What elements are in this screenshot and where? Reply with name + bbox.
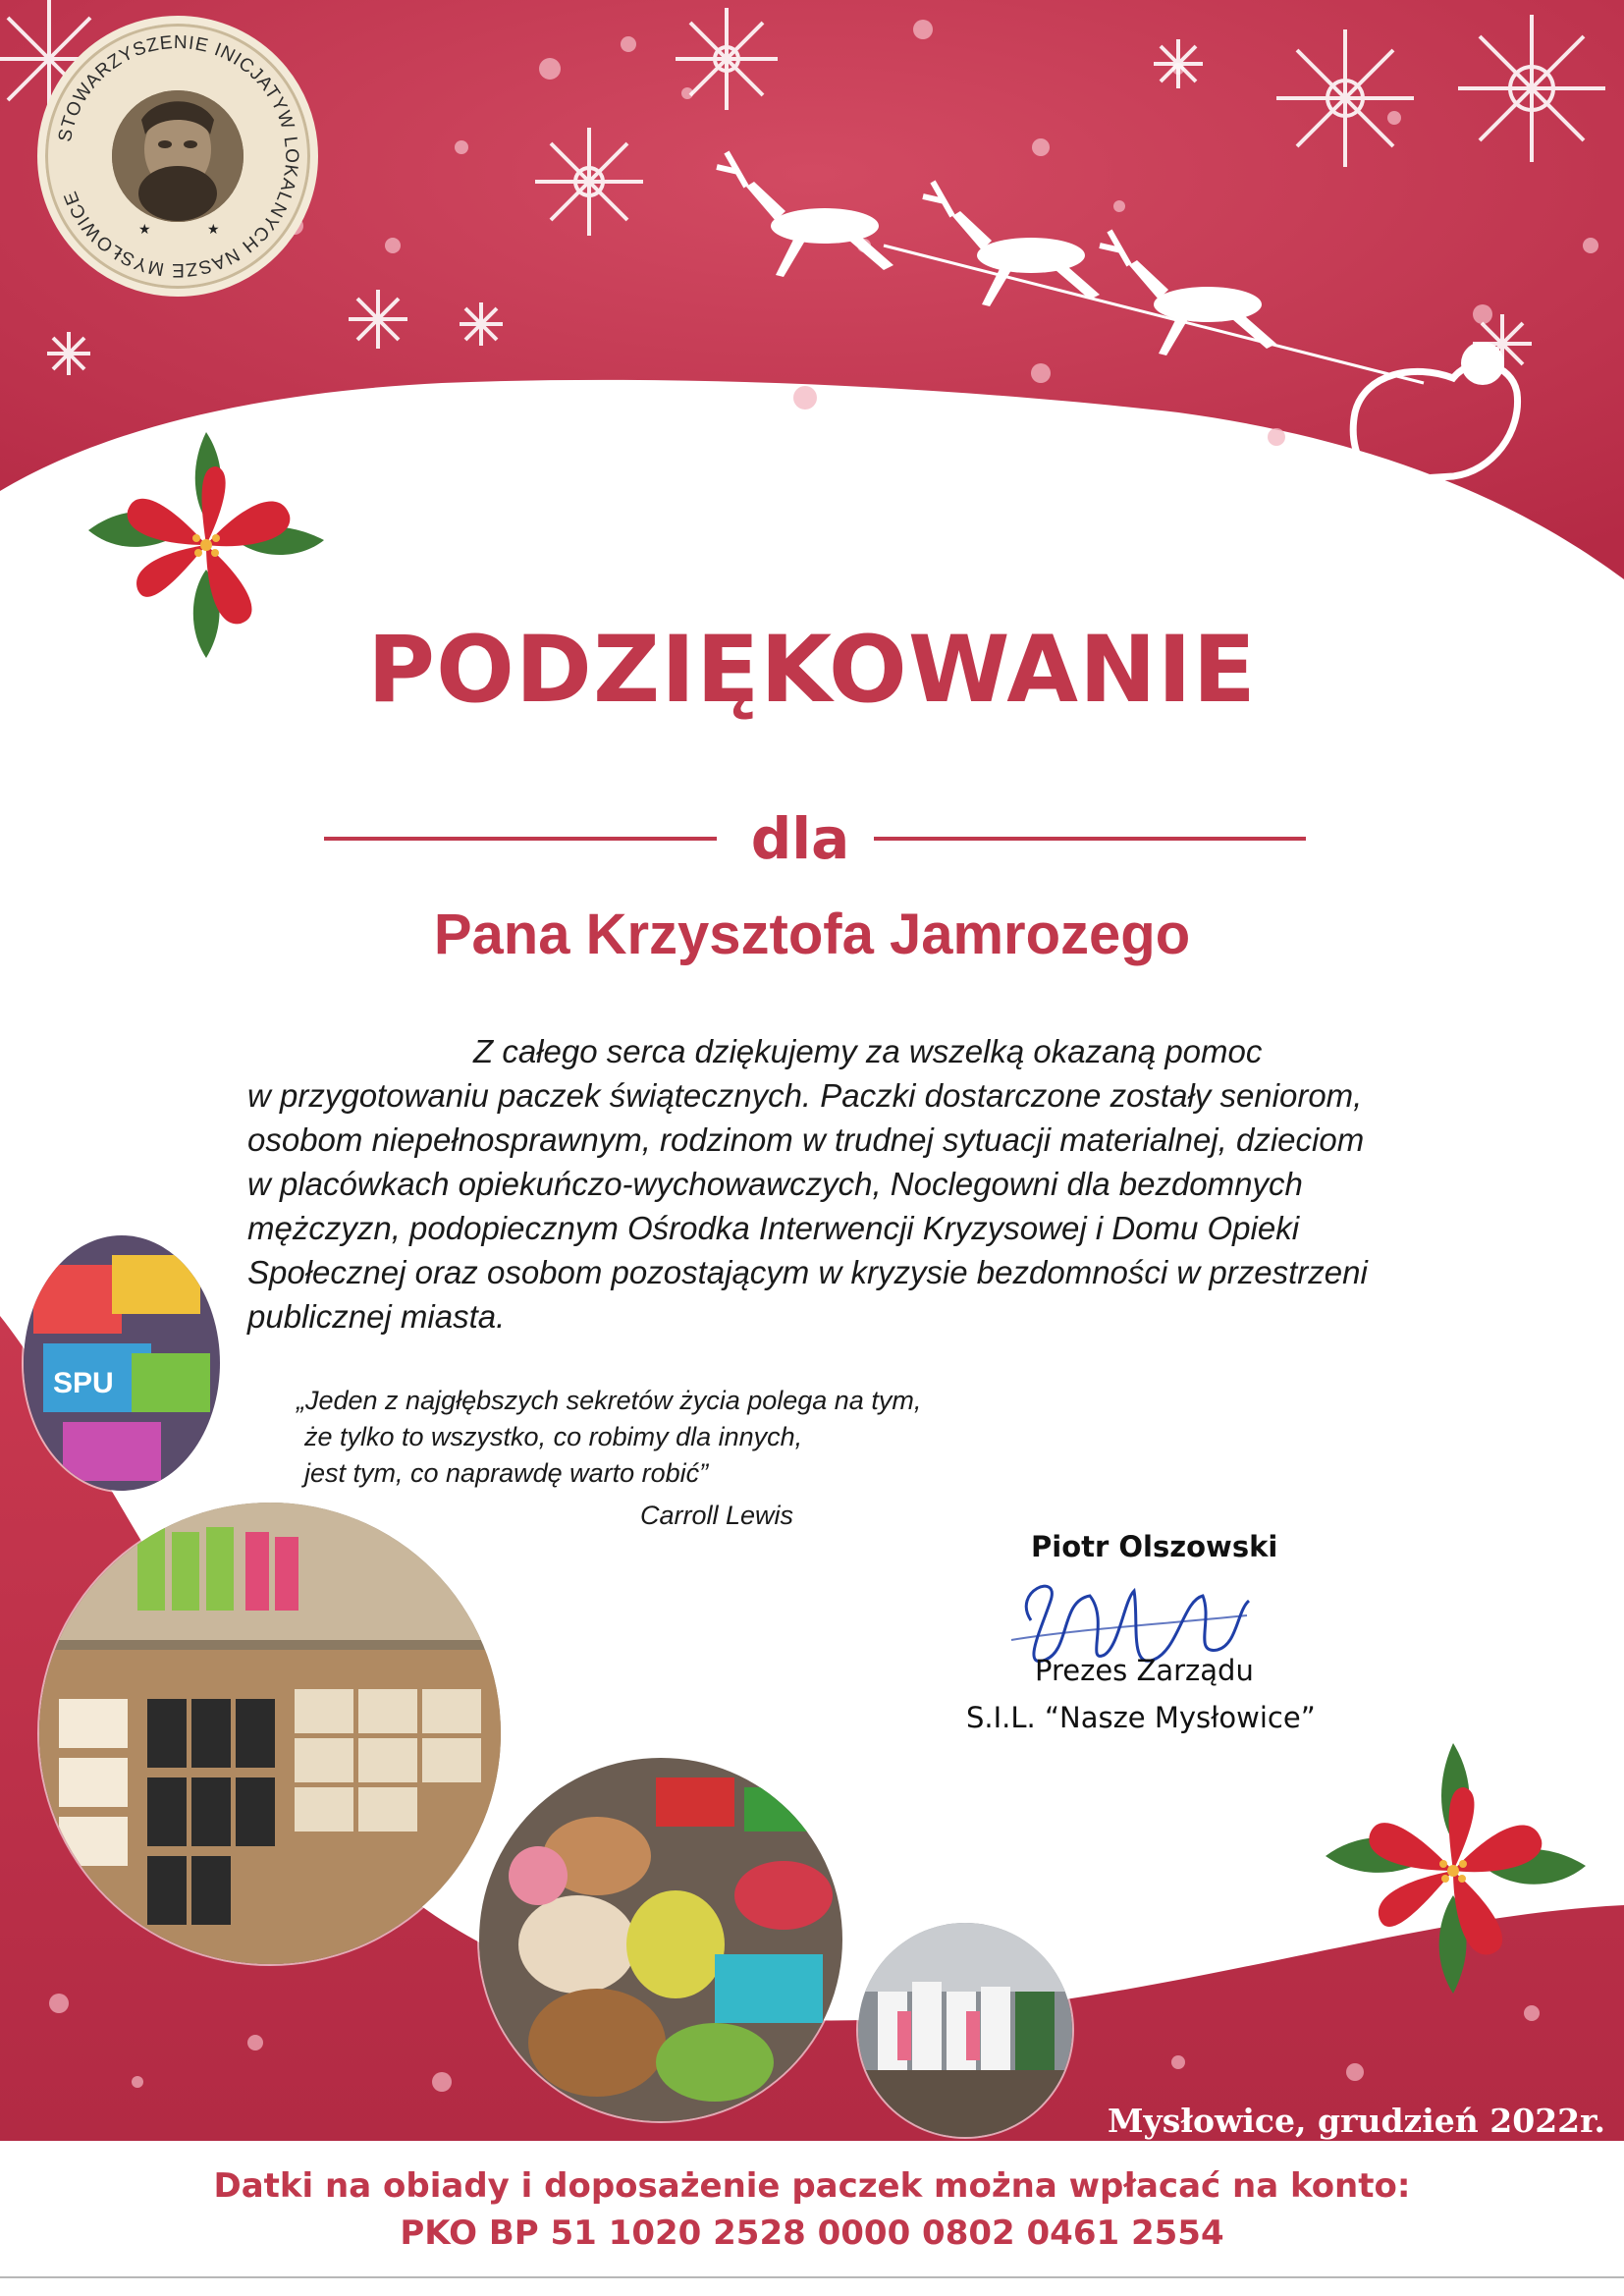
recipient-name: Pana Krzysztofa Jamrozego — [433, 902, 1191, 966]
svg-text:SPU: SPU — [53, 1367, 114, 1399]
photo-toys — [479, 1758, 842, 2121]
photo-cosmetics — [39, 1503, 501, 1964]
quote-line: jest tym, co naprawdę warto robić” — [304, 1458, 709, 1488]
bank-account-number: PKO BP 51 1020 2528 0000 0802 0461 2554 — [400, 2214, 1224, 2253]
dla-label: dla — [750, 805, 850, 872]
page-title: PODZIĘKOWANIE — [367, 617, 1257, 724]
svg-text:★: ★ — [207, 221, 220, 237]
page-bottom-rule — [0, 2276, 1624, 2278]
body-line: osobom niepełnosprawnym, rodzinom w trudnej sytuacji materialnej, dzieciom — [247, 1121, 1365, 1158]
body-line: Społecznej oraz osobom pozostającym w kryzysie bezdomności w przestrzeni — [247, 1254, 1368, 1290]
quote-line: „Jeden z najgłębszych sekretów życia polega na tym, — [297, 1386, 922, 1415]
quote-author: Carroll Lewis — [640, 1501, 794, 1530]
quote-line: że tylko to wszystko, co robimy dla innych, — [304, 1422, 803, 1451]
dla-divider — [324, 805, 1306, 874]
donation-info: Datki na obiady i doposażenie paczek można wpłacać na konto: — [213, 2166, 1411, 2206]
signer-organization: S.I.L. “Nasze Mysłowice” — [966, 1701, 1316, 1734]
photo-board-games — [24, 1235, 220, 1491]
logo-text: STOWARZYSZENIE INICJATYW LOKALNYCH NASZE MYSŁOWICE — [54, 31, 302, 281]
divider-line-left — [324, 837, 717, 841]
body-line: Z całego serca dziękujemy za wszelką okazaną pomoc — [473, 1033, 1263, 1069]
body-line: w przygotowaniu paczek świątecznych. Paczki dostarczone zostały seniorom, — [247, 1077, 1363, 1114]
place-and-date: Mysłowice, grudzień 2022r. — [1108, 2102, 1605, 2140]
photo-hygiene-products — [858, 1923, 1072, 2137]
body-line: w placówkach opiekuńczo-wychowawczych, Noclegowni dla bezdomnych — [247, 1166, 1303, 1202]
body-line: publicznej miasta. — [247, 1298, 506, 1335]
poinsettia-icon — [1306, 1728, 1600, 2003]
signer-role: Prezes Zarządu — [1035, 1654, 1254, 1687]
logo-portrait — [112, 90, 244, 222]
body-line: mężczyzn, podopiecznym Ośrodka Interwencji Kryzysowej i Domu Opieki — [247, 1210, 1300, 1246]
organization-logo — [37, 16, 318, 297]
divider-line-right — [874, 837, 1306, 841]
svg-text:★: ★ — [138, 221, 151, 237]
quote-block — [297, 1383, 1043, 1492]
signer-name: Piotr Olszowski — [1031, 1530, 1278, 1563]
